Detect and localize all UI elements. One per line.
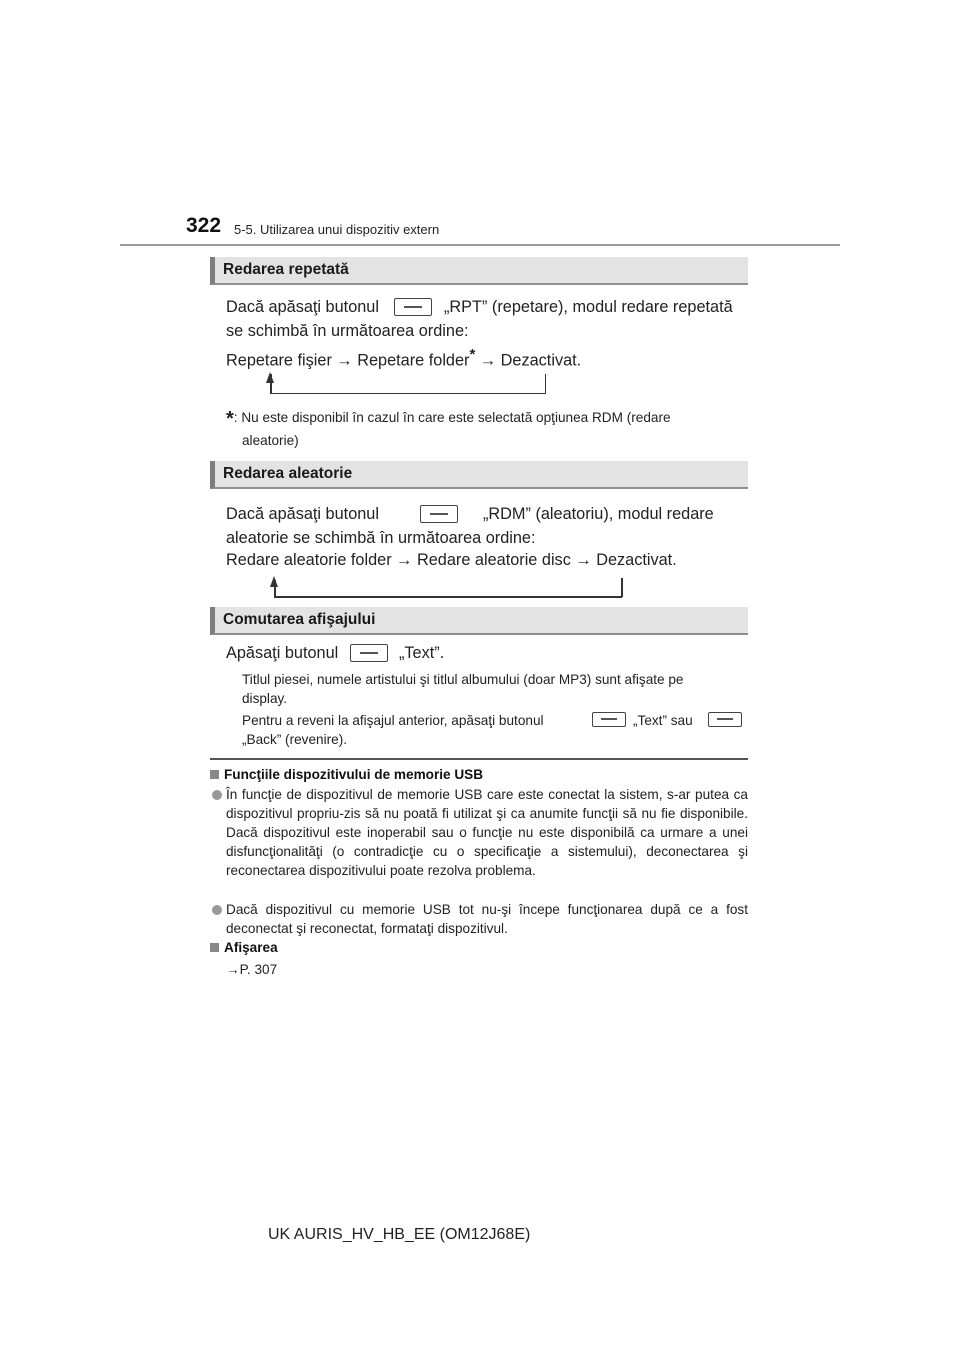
repeat-step-off: Dezactivat.: [500, 351, 582, 370]
footnote-star-icon: *: [226, 408, 234, 430]
random-text-1b: „RDM” (aleatoriu), modul redare: [483, 505, 714, 523]
random-step-folder: Redare aleatorie folder: [226, 551, 392, 569]
rpt-button-icon: [394, 298, 432, 316]
usb-note-2: Dacă dispozitivul cu memorie USB tot nu-şi începe funcţionarea după ce a fost deconectat şi reconectat, formataţi dispozitivul.: [226, 902, 748, 936]
random-cycle-line: [274, 596, 622, 598]
display-ref-heading: [210, 940, 278, 955]
text-button-icon: [350, 644, 388, 662]
rdm-button-icon: [420, 505, 458, 523]
random-text-2: aleatorie se schimbă în următoarea ordine:: [226, 529, 536, 547]
repeat-text-2: se schimbă în următoarea ordine:: [226, 322, 469, 340]
notes-divider: [210, 758, 748, 760]
display-info-1b: display.: [242, 691, 288, 706]
display-text-1a: Apăsaţi butonul: [226, 644, 339, 662]
repeat-footnote: [226, 408, 671, 429]
random-step-off: Dezactivat.: [596, 551, 677, 569]
section-title-random: Redarea aleatorie: [223, 465, 353, 482]
usb-heading: [210, 767, 483, 782]
bullet-icon: [212, 790, 222, 800]
display-text-1b: „Text”.: [399, 644, 445, 662]
display-info-1: Titlul piesei, numele artistului şi titlul albumului (doar MP3) sunt afişate pe: [242, 672, 684, 687]
repeat-sequence: [226, 346, 581, 370]
arrow-icon: →: [336, 351, 353, 370]
display-ref-heading-text: Afişarea: [224, 940, 278, 955]
random-cycle-right: [621, 578, 623, 597]
section-title-repeat: Redarea repetată: [223, 261, 349, 278]
section-title-display: Comutarea afişajului: [223, 611, 376, 628]
square-bullet-icon: [210, 770, 219, 779]
repeat-cycle-line: [270, 374, 546, 394]
model-code: UK AURIS_HV_HB_EE (OM12J68E): [268, 1226, 531, 1243]
square-bullet-icon: [210, 943, 219, 952]
random-step-disc: Redare aleatorie disc: [416, 551, 571, 569]
bullet-icon: [212, 905, 222, 915]
back-button-icon: [708, 712, 742, 727]
random-text-1a: Dacă apăsaţi butonul: [226, 505, 379, 523]
page-number: 322: [186, 214, 222, 237]
footnote-text-2: aleatorie): [242, 433, 299, 448]
page-reference[interactable]: [226, 960, 277, 979]
repeat-step-folder: Repetare folder: [357, 351, 470, 370]
section-breadcrumb: 5-5. Utilizarea unui dispozitiv extern: [234, 222, 440, 237]
usb-heading-text: Funcţiile dispozitivului de memorie USB: [224, 767, 484, 782]
repeat-step-file: Repetare fişier: [226, 351, 332, 370]
arrow-icon: →: [396, 551, 413, 569]
display-info-2c: „Back” (revenire).: [242, 732, 347, 747]
text-button-icon: [592, 712, 626, 727]
display-info-2a: Pentru a reveni la afişajul anterior, apăsaţi butonul: [242, 713, 544, 728]
usb-note-1: În funcţie de dispozitivul de memorie USB care este conectat la sistem, s-ar putea ca dispozitivul propriu-zis să nu poată fi utilizat şi ca anumite funcţii să nu fie disponibile. Dacă dispozitivul este inoperabil sau o funcţie nu este disponibilă ca urmare a unei disfuncţionalităţi (o contradicţie cu o specificaţie a sistemului), deconectarea şi reconectarea dispozitivului poate rezolva problema.: [226, 787, 748, 878]
arrow-icon: →: [226, 962, 240, 977]
cycle-arrow-icon: [266, 372, 274, 383]
arrow-icon: →: [575, 551, 592, 569]
cycle-arrow-icon: [270, 576, 278, 587]
arrow-icon: →: [479, 351, 497, 370]
page-reference-text[interactable]: P. 307: [239, 962, 278, 977]
footnote-star-icon: *: [469, 346, 476, 363]
display-info-2b: „Text” sau: [633, 713, 693, 728]
repeat-text-1a: Dacă apăsaţi butonul: [226, 298, 379, 316]
repeat-text-1b: „RPT” (repetare), modul redare repetată: [444, 298, 733, 316]
header-divider: [120, 244, 840, 246]
random-sequence: [226, 551, 677, 570]
footnote-text: : Nu este disponibil în cazul în care este selectată opţiunea RDM (redare: [233, 410, 671, 425]
